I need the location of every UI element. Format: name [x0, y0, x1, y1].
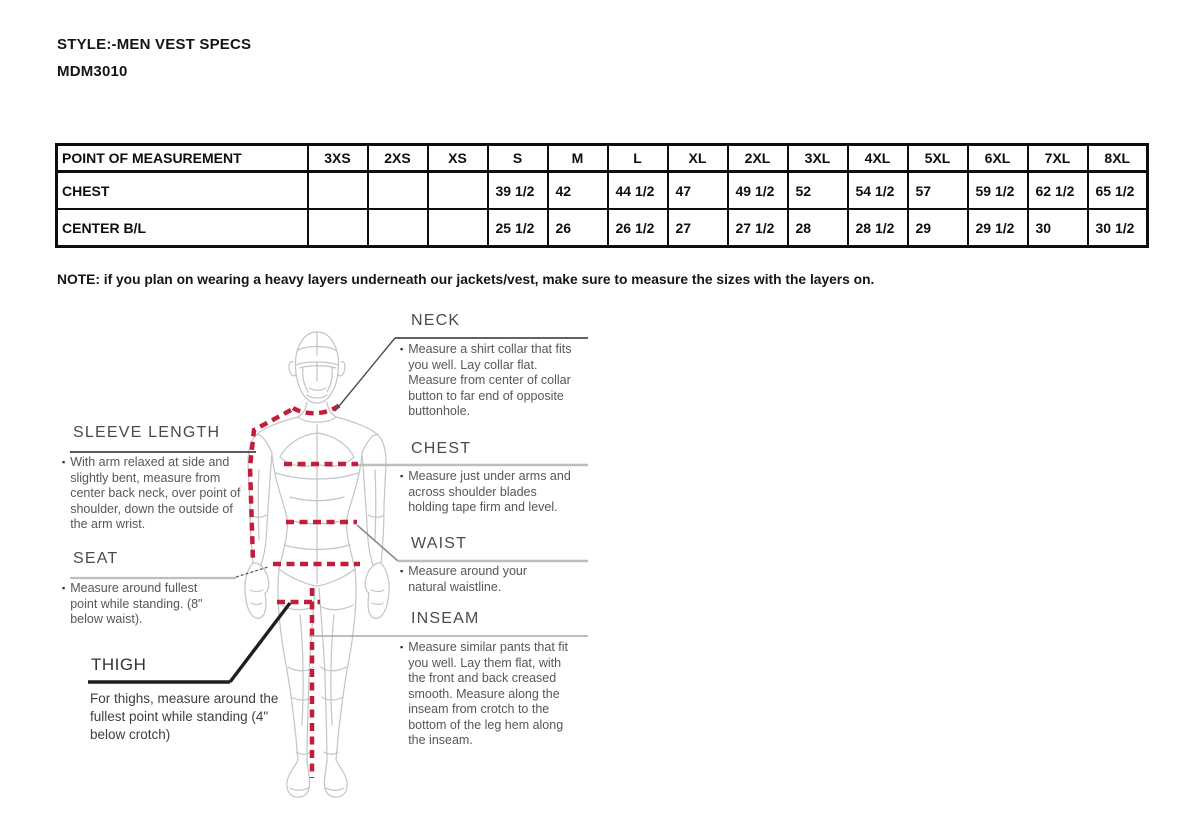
size-value-cell: 28 1/2 [848, 209, 908, 247]
section-body-inseam [400, 640, 580, 749]
style-code: MDM3010 [57, 63, 128, 80]
section-body-neck [400, 342, 578, 420]
bullet-icon: ▪ [400, 566, 404, 576]
section-text: Measure just under arms and across shoulder blades holding tape firm and level. [408, 469, 571, 514]
size-value-cell: 26 1/2 [608, 209, 668, 247]
column-header-size-L: L [608, 145, 668, 172]
left-arm-outer [248, 417, 298, 563]
torso-right-edge [347, 455, 362, 569]
size-value-cell: 54 1/2 [848, 172, 908, 210]
right-hand [365, 563, 389, 618]
section-text: For thighs, measure around the fullest point while standing (4" below crotch) [90, 691, 279, 742]
row-label: CENTER B/L [57, 209, 308, 247]
column-header-size-6XL: 6XL [968, 145, 1028, 172]
size-value-cell: 44 1/2 [608, 172, 668, 210]
size-table-body [57, 172, 1148, 247]
section-text: With arm relaxed at side and slightly bent, measure from center back neck, over point of shoulder, down the outside of the arm wrist. [70, 455, 241, 531]
column-header-size-3XL: 3XL [788, 145, 848, 172]
column-header-size-3XS: 3XS [308, 145, 368, 172]
column-header-size-4XL: 4XL [848, 145, 908, 172]
size-value-cell: 26 [548, 209, 608, 247]
section-title-chest: CHEST [411, 440, 472, 457]
section-text: Measure around fullest point while standing. (8" below waist). [70, 581, 203, 626]
section-body-chest [400, 469, 578, 516]
column-header-size-2XS: 2XS [368, 145, 428, 172]
column-header-size-M: M [548, 145, 608, 172]
size-value-cell: 27 [668, 209, 728, 247]
section-body-thigh [90, 690, 280, 743]
section-title-seat: SEAT [73, 550, 119, 567]
size-value-cell: 39 1/2 [488, 172, 548, 210]
left-arm-inner [261, 453, 272, 565]
row-label: CHEST [57, 172, 308, 210]
section-text: Measure similar pants that fit you well. Lay them flat, with the front and back creased smooth. Measure along the inseam from crotch to the bottom of the leg hem along the inseam. [408, 640, 568, 747]
right-foot [324, 760, 347, 797]
size-value-cell: 57 [908, 172, 968, 210]
table-row [57, 172, 1148, 210]
note-text: NOTE: if you plan on wearing a heavy layers underneath our jackets/vest, make sure to measure the sizes with the layers on. [57, 272, 875, 287]
right-leg-outer [336, 569, 356, 760]
size-value-cell: 62 1/2 [1028, 172, 1088, 210]
neck-measure-line [293, 404, 341, 413]
bullet-icon: ▪ [400, 642, 404, 652]
column-header-size-S: S [488, 145, 548, 172]
column-header-size-5XL: 5XL [908, 145, 968, 172]
size-value-cell: 25 1/2 [488, 209, 548, 247]
size-value-cell: 47 [668, 172, 728, 210]
section-body-sleeve-length [62, 455, 252, 533]
style-title: STYLE:-MEN VEST SPECS [57, 36, 252, 53]
table-row [57, 209, 1148, 247]
left-foot [287, 760, 310, 797]
section-text: Measure a shirt collar that fits you well. Lay collar flat. Measure from center of collar button to far end of opposite buttonhole. [408, 342, 572, 418]
size-value-cell [308, 172, 368, 210]
bullet-icon: ▪ [62, 457, 66, 467]
bullet-icon: ▪ [62, 583, 66, 593]
size-value-cell [428, 172, 488, 210]
column-header-size-8XL: 8XL [1088, 145, 1148, 172]
section-body-seat [62, 581, 222, 628]
thigh-pointer-line [230, 603, 290, 682]
size-value-cell: 30 1/2 [1088, 209, 1148, 247]
bullet-icon: ▪ [400, 344, 404, 354]
size-table [55, 143, 1149, 248]
size-value-cell: 59 1/2 [968, 172, 1028, 210]
section-title-sleeve-length: SLEEVE LENGTH [73, 424, 221, 441]
section-title-thigh: THIGH [91, 655, 147, 674]
size-value-cell [308, 209, 368, 247]
neck-pointer-line [335, 338, 395, 411]
bullet-icon: ▪ [400, 471, 404, 481]
column-header-size-7XL: 7XL [1028, 145, 1088, 172]
size-value-cell: 27 1/2 [728, 209, 788, 247]
size-table-header-row [57, 145, 1148, 172]
section-body-waist [400, 564, 550, 595]
waist-pointer-line [357, 525, 398, 561]
column-header-size-XL: XL [668, 145, 728, 172]
neck-lines [298, 402, 336, 422]
leg-contours [281, 605, 353, 754]
section-title-inseam: INSEAM [411, 610, 480, 627]
measurement-diagram [60, 305, 590, 810]
torso-left-edge [272, 455, 287, 569]
left-hand [245, 563, 269, 618]
size-value-cell [368, 209, 428, 247]
section-title-waist: WAIST [411, 535, 468, 552]
column-header-point-of-measurement: POINT OF MEASUREMENT [57, 145, 308, 172]
right-arm-inner [362, 453, 373, 565]
face-detail-lines [303, 332, 333, 398]
size-value-cell: 65 1/2 [1088, 172, 1148, 210]
size-value-cell: 29 [908, 209, 968, 247]
size-value-cell: 52 [788, 172, 848, 210]
sleeve-measure-line [250, 410, 291, 562]
column-header-size-2XL: 2XL [728, 145, 788, 172]
size-value-cell: 28 [788, 209, 848, 247]
torso-contours [276, 425, 358, 583]
size-value-cell: 29 1/2 [968, 209, 1028, 247]
size-value-cell: 49 1/2 [728, 172, 788, 210]
document-header [57, 36, 251, 80]
right-arm-outer [336, 417, 386, 563]
column-header-size-XS: XS [428, 145, 488, 172]
right-leg-inner [319, 588, 327, 761]
left-leg-outer [278, 569, 298, 760]
size-value-cell: 42 [548, 172, 608, 210]
section-text: Measure around your natural waistline. [408, 564, 528, 594]
size-value-cell [368, 172, 428, 210]
size-value-cell: 30 [1028, 209, 1088, 247]
section-title-neck: NECK [411, 312, 461, 329]
size-value-cell [428, 209, 488, 247]
